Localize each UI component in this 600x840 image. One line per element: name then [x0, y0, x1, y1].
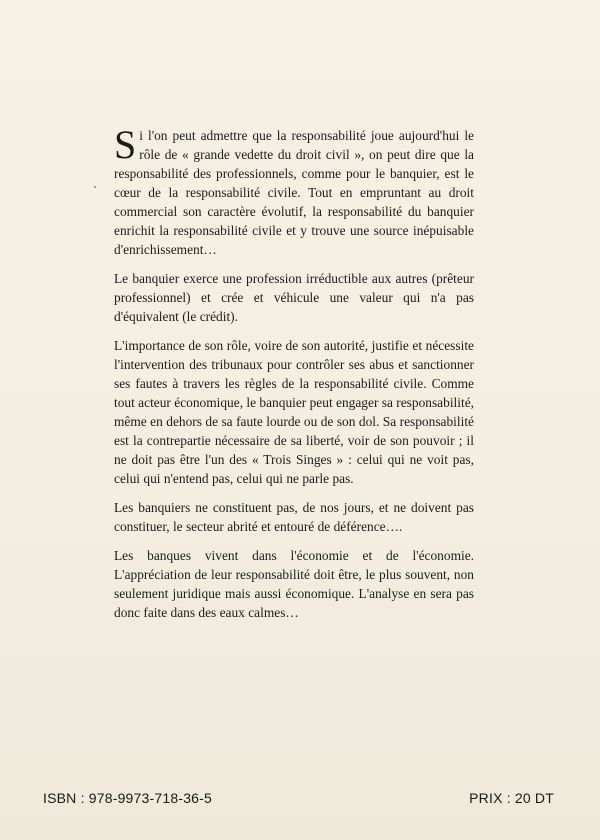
paper-speck	[94, 186, 96, 188]
paragraph-2: Le banquier exerce une profession irréductible aux autres (prêteur professionnel) et crée et véhicule une valeur qui n'a pas d'équivalent (le crédit).	[114, 271, 474, 324]
paragraph-5: Les banques vivent dans l'économie et de l'économie. L'appréciation de leur responsabilité doit être, le plus souvent, non seulement juridique mais aussi économique. L'analyse en sera pas donc faite dans des eaux calmes…	[114, 548, 474, 620]
blurb-text	[114, 122, 474, 632]
paragraph-3: L'importance de son rôle, voire de son autorité, justifie et nécessite l'intervention des tribunaux pour contrôler ses abus et sanctionner ses fautes à travers les règles de la responsabilité civile. Comme tout acteur économique, le banquier peut engager sa responsabilité, même en dehors de sa faute lourde ou de son dol. Sa responsabilité est la contrepartie nécessaire de sa liberté, voir de son pouvoir ; il ne doit pas être l'un des « Trois Singes » : celui qui ne voit pas, celui qui n'entend pas, celui qui ne parle pas.	[114, 338, 474, 486]
isbn-label: ISBN : 978-9973-718-36-5	[43, 790, 213, 806]
paragraph-1: Si l'on peut admettre que la responsabilité joue aujourd'hui le rôle de « grande vedette du droit civil », on peut dire que la responsabilité des professionnels, comme pour le banquier, est le cœur de la responsabilité civile. Tout en empruntant au droit commercial son caractère évolutif, la responsabilité du banquier enrichit la responsabilité civile et y trouve une source inépuisable d'enrichissement…	[114, 122, 474, 257]
paragraph-4: Les banquiers ne constituent pas, de nos jours, et ne doivent pas constituer, le secteur abrité et entouré de déférence….	[114, 500, 474, 534]
price-label: PRIX : 20 DT	[469, 790, 554, 806]
